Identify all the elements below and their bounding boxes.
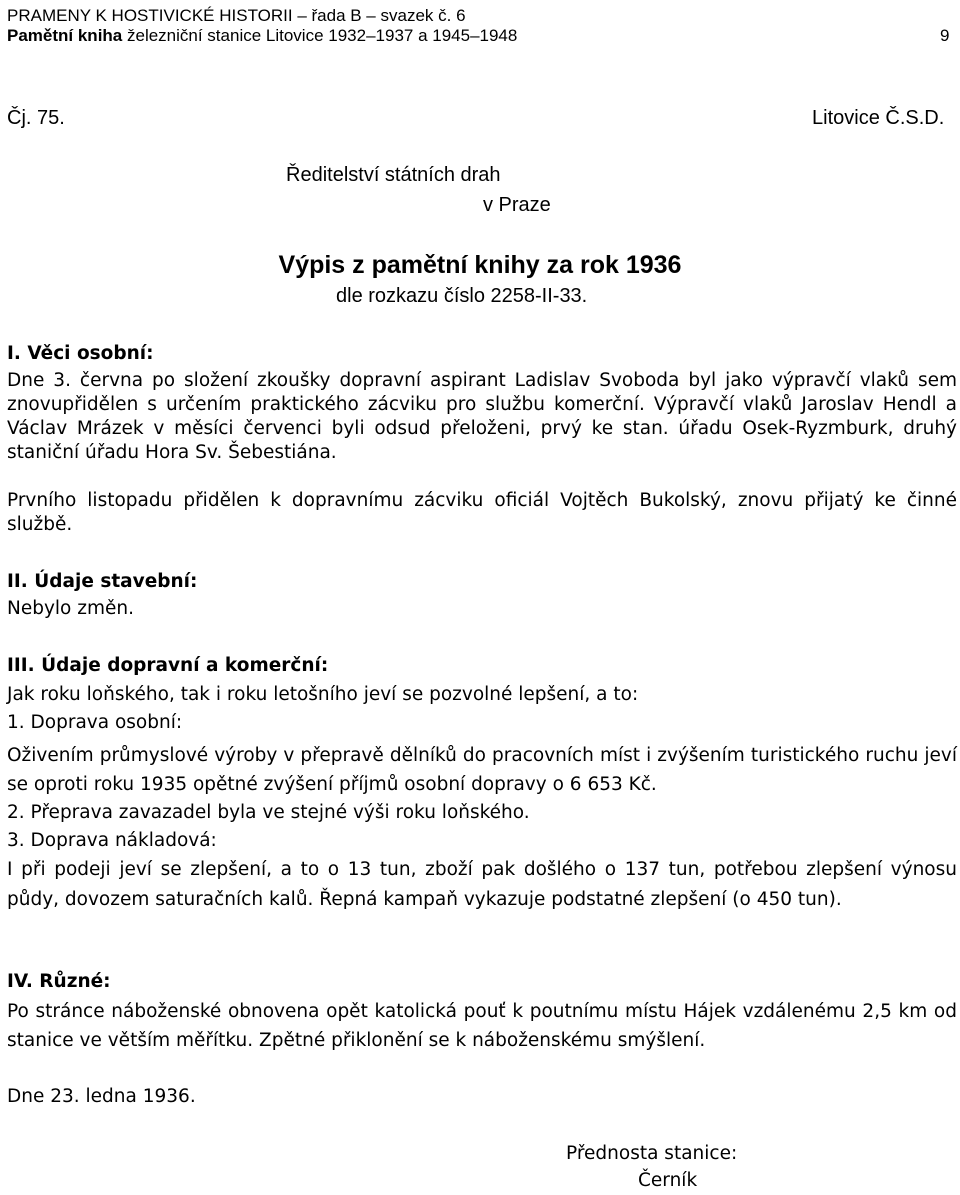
section-3-item-1: 1. Doprava osobní: [7,712,183,733]
addressee-line2: v Praze [483,194,551,216]
section-3-item-1-text: Oživením průmyslové výroby v přepravě dělníků do pracovních míst i zvýšením turistického ruchu jeví se oproti roku 1935 opětné zvýšení příjmů osobní dopravy o 6 653 Kč. [7,745,957,795]
book-title-rest: železniční stanice Litovice 1932–1937 a 1945–1948 [122,26,518,45]
place: Litovice Č.S.D. [812,107,945,129]
section-2-text: Nebylo změn. [7,598,134,619]
section-3-item-2: 2. Přeprava zavazadel byla ve stejné výši roku loňského. [7,802,530,823]
section-3-item-3-text: I při podeji jeví se zlepšení, a to o 13 tun, zboží pak došlého o 137 tun, potřebou zlepšení výnosu půdy, dovozem saturačních kalů. Řepná kampaň vykazuje podstatné zlepšení (o 450 tun). [7,859,957,910]
series-title: PRAMENY K HOSTIVICKÉ HISTORII – řada B – svazek č. 6 [7,6,466,25]
section-3-heading: III. Údaje dopravní a komerční: [7,655,329,676]
section-3-item-3: 3. Doprava nákladová: [7,830,217,851]
addressee-line1: Ředitelství státních drah [286,164,501,186]
book-title [7,26,517,46]
section-2-heading: II. Údaje stavební: [7,571,198,592]
book-title-bold: Pamětní kniha [7,26,123,45]
section-4-heading: IV. Různé: [7,971,111,992]
section-3-intro: Jak roku loňského, tak i roku letošního jeví se pozvolné lepšení, a to: [7,684,639,705]
closing-date: Dne 23. ledna 1936. [7,1086,196,1107]
section-4-text: Po stránce náboženské obnovena opět katolická pouť k poutnímu místu Hájek vzdálenému 2,5 km od stanice ve větším měřítku. Zpětné přiklonění se k náboženskému smýšlení. [7,1001,957,1051]
section-1-heading: I. Věci osobní: [7,343,154,364]
document-subtitle: dle rozkazu číslo 2258-II-33. [336,285,588,307]
document-title: Výpis z pamětní knihy za rok 1936 [278,251,682,279]
page-number: 9 [940,26,950,45]
section-1-paragraph-2: Prvního listopadu přidělen k dopravnímu zácviku oficiál Vojtěch Bukolský, znovu přijatý ke činné službě. [7,490,957,535]
signatory-name: Černík [638,1170,698,1191]
signatory-title: Přednosta stanice: [566,1143,738,1164]
reference-number: Čj. 75. [7,107,65,129]
section-1-paragraph-1: Dne 3. června po složení zkoušky dopravní aspirant Ladislav Svoboda byl jako výpravčí vlaků sem znovupřidělen s určením praktického zácviku pro službu komerční. Výpravčí vlaků Jaroslav Hendl a Václav Mrázek v měsíci červenci byli odsud přeloženi, prvý ke stan. úřadu Osek-Ryzmburk, druhý staniční úřadu Hora Sv. Šebestiána. [7,370,957,463]
